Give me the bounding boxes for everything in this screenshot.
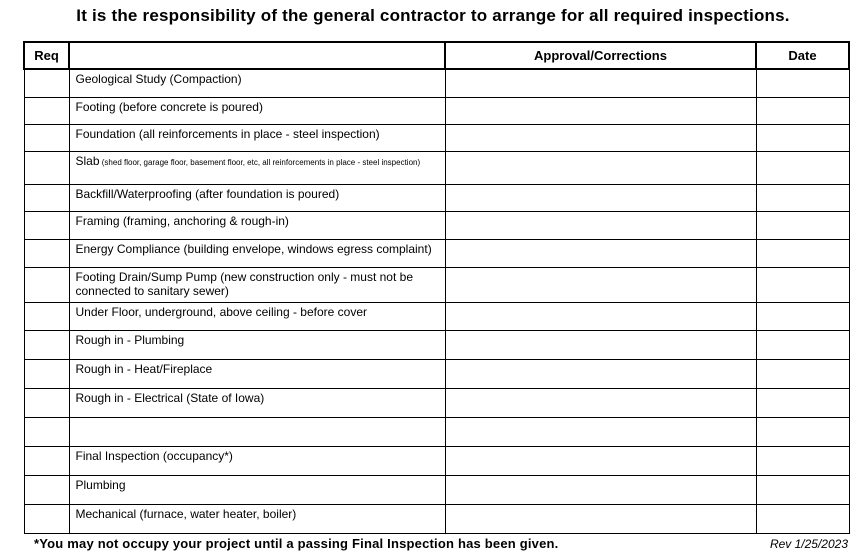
approval-cell[interactable]: [445, 330, 756, 359]
approval-cell[interactable]: [445, 417, 756, 446]
date-cell[interactable]: [756, 359, 849, 388]
inspection-label: Geological Study (Compaction): [75, 72, 242, 86]
inspection-label: Mechanical (furnace, water heater, boiler): [75, 506, 297, 521]
approval-cell[interactable]: [445, 302, 756, 330]
req-cell[interactable]: [24, 475, 69, 504]
req-cell[interactable]: [24, 184, 69, 211]
approval-cell[interactable]: [445, 267, 756, 302]
date-cell[interactable]: [756, 417, 849, 446]
approval-cell[interactable]: [445, 504, 756, 533]
table-row: [24, 388, 849, 417]
date-cell[interactable]: [756, 302, 849, 330]
req-cell[interactable]: [24, 504, 69, 533]
approval-cell[interactable]: [445, 151, 756, 184]
inspection-label: Rough in - Plumbing: [75, 332, 185, 347]
inspection-table: [23, 41, 850, 534]
req-cell[interactable]: [24, 151, 69, 184]
table-row: [24, 359, 849, 388]
table-row: [24, 211, 849, 239]
table-row: [24, 475, 849, 504]
inspection-label: Footing Drain/Sump Pump (new construction only - must not be connected to sanitary sewer): [75, 269, 413, 298]
header-description: [69, 42, 445, 69]
approval-cell[interactable]: [445, 359, 756, 388]
table-row: [24, 184, 849, 211]
req-cell[interactable]: [24, 417, 69, 446]
table-row: [24, 239, 849, 267]
date-cell[interactable]: [756, 388, 849, 417]
date-cell[interactable]: [756, 330, 849, 359]
approval-cell[interactable]: [445, 211, 756, 239]
inspection-description: [69, 359, 445, 388]
date-cell[interactable]: [756, 151, 849, 184]
req-cell[interactable]: [24, 211, 69, 239]
inspection-label: Rough in - Electrical (State of Iowa): [75, 390, 265, 405]
table-row: [24, 446, 849, 475]
date-cell[interactable]: [756, 211, 849, 239]
inspection-label: Footing (before concrete is poured): [75, 99, 263, 114]
table-row: [24, 417, 849, 446]
inspection-description: [69, 239, 445, 267]
table-row: [24, 330, 849, 359]
table-row: [24, 504, 849, 533]
inspection-description: [69, 211, 445, 239]
inspection-description: [69, 302, 445, 330]
approval-cell[interactable]: [445, 239, 756, 267]
inspection-description: [69, 330, 445, 359]
req-cell[interactable]: [24, 239, 69, 267]
inspection-description: [69, 446, 445, 475]
req-cell[interactable]: [24, 446, 69, 475]
inspection-note: (shed floor, garage floor, basement floor, etc, all reinforcements in place - steel inspection): [99, 157, 421, 167]
req-cell[interactable]: [24, 124, 69, 151]
revision-date: Rev 1/25/2023: [769, 537, 848, 551]
inspection-label: Slab: [75, 153, 100, 168]
approval-cell[interactable]: [445, 184, 756, 211]
inspection-label: Plumbing: [75, 477, 126, 492]
date-cell[interactable]: [756, 69, 849, 97]
req-cell[interactable]: [24, 267, 69, 302]
header-approval: Approval/Corrections: [445, 42, 756, 69]
inspection-description: [69, 124, 445, 151]
date-cell[interactable]: [756, 475, 849, 504]
header-date: Date: [756, 42, 849, 69]
inspection-description: [69, 184, 445, 211]
inspection-label: Rough in - Heat/Fireplace: [75, 361, 213, 376]
date-cell[interactable]: [756, 239, 849, 267]
table-row: [24, 151, 849, 184]
req-cell[interactable]: [24, 388, 69, 417]
table-header-row: [24, 42, 849, 69]
req-cell[interactable]: [24, 97, 69, 124]
approval-cell[interactable]: [445, 475, 756, 504]
page-heading: It is the responsibility of the general contractor to arrange for all required inspections.: [76, 6, 790, 25]
date-cell[interactable]: [756, 97, 849, 124]
inspection-description: [69, 267, 445, 302]
inspection-description: [69, 97, 445, 124]
date-cell[interactable]: [756, 504, 849, 533]
approval-cell[interactable]: [445, 124, 756, 151]
inspection-description: [69, 475, 445, 504]
inspection-label: Final Inspection (occupancy*): [75, 448, 233, 463]
approval-cell[interactable]: [445, 388, 756, 417]
inspection-label: Energy Compliance (building envelope, windows egress complaint): [75, 241, 432, 256]
table-row: [24, 69, 849, 97]
inspection-description: [69, 151, 445, 184]
occupancy-footnote: *You may not occupy your project until a passing Final Inspection has been given.: [34, 536, 559, 551]
date-cell[interactable]: [756, 267, 849, 302]
date-cell[interactable]: [756, 184, 849, 211]
header-req: Req: [24, 42, 69, 69]
req-cell[interactable]: [24, 69, 69, 97]
approval-cell[interactable]: [445, 446, 756, 475]
table-row: [24, 97, 849, 124]
inspection-label: Under Floor, underground, above ceiling - before cover: [75, 304, 368, 319]
inspection-description: [69, 417, 445, 446]
approval-cell[interactable]: [445, 69, 756, 97]
inspection-label: Foundation (all reinforcements in place - steel inspection): [75, 126, 380, 141]
inspection-label: Backfill/Waterproofing (after foundation is poured): [75, 186, 340, 201]
approval-cell[interactable]: [445, 97, 756, 124]
inspection-description: [69, 388, 445, 417]
date-cell[interactable]: [756, 124, 849, 151]
table-row: [24, 302, 849, 330]
inspection-description: [69, 69, 445, 97]
inspection-description: [69, 504, 445, 533]
req-cell[interactable]: [24, 302, 69, 330]
req-cell[interactable]: [24, 359, 69, 388]
table-row: [24, 124, 849, 151]
date-cell[interactable]: [756, 446, 849, 475]
req-cell[interactable]: [24, 330, 69, 359]
table-row: [24, 267, 849, 302]
inspection-label: Framing (framing, anchoring & rough-in): [75, 213, 289, 228]
